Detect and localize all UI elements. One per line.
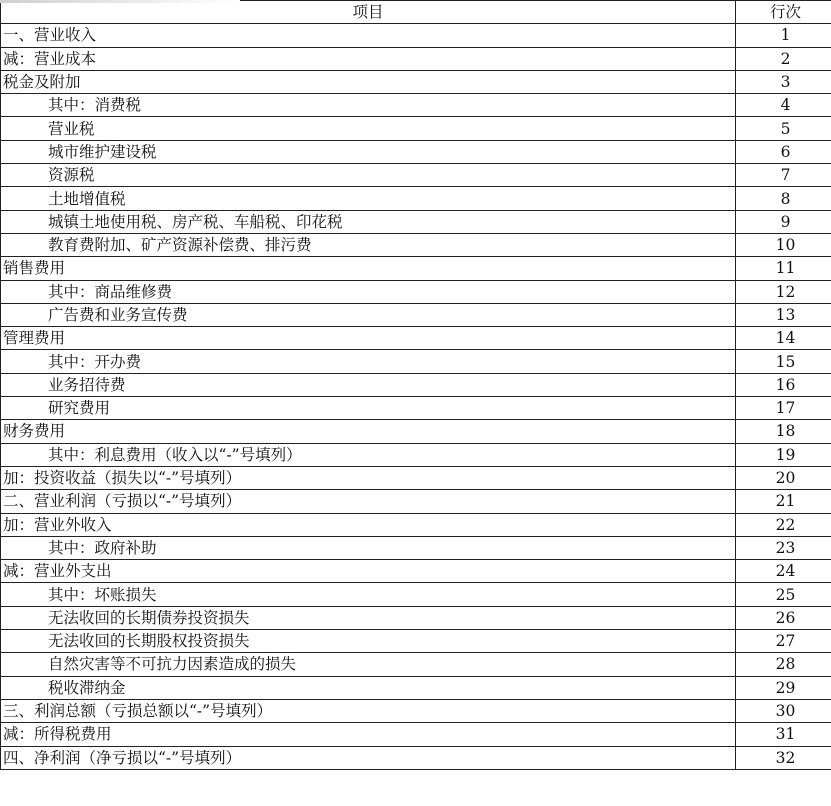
row-number: 2 (736, 47, 831, 70)
table-row (1, 443, 831, 466)
row-number: 26 (736, 606, 831, 629)
table-row (1, 140, 831, 163)
top-edge-shadow (0, 0, 240, 3)
row-number: 5 (736, 117, 831, 140)
row-item-label: 税收滞纳金 (1, 676, 736, 699)
row-number: 31 (736, 723, 831, 746)
row-number: 7 (736, 164, 831, 187)
row-item-label: 一、营业收入 (1, 24, 736, 47)
table-row (1, 397, 831, 420)
table-row (1, 303, 831, 326)
row-number: 13 (736, 303, 831, 326)
table-row (1, 280, 831, 303)
table-row (1, 699, 831, 722)
row-number: 28 (736, 653, 831, 676)
row-item-label: 城镇土地使用税、房产税、车船税、印花税 (1, 210, 736, 233)
table-header-row (1, 1, 831, 24)
row-number: 15 (736, 350, 831, 373)
table-row (1, 327, 831, 350)
table-row (1, 350, 831, 373)
table-row (1, 70, 831, 93)
row-item-label: 其中：坏账损失 (1, 583, 736, 606)
row-item-label: 其中：商品维修费 (1, 280, 736, 303)
row-item-label: 无法收回的长期债券投资损失 (1, 606, 736, 629)
table-row (1, 606, 831, 629)
table-row (1, 257, 831, 280)
row-item-label: 税金及附加 (1, 70, 736, 93)
row-number: 32 (736, 746, 831, 769)
table-row (1, 420, 831, 443)
row-item-label: 无法收回的长期股权投资损失 (1, 630, 736, 653)
table-row (1, 210, 831, 233)
row-number: 17 (736, 397, 831, 420)
row-item-label: 土地增值税 (1, 187, 736, 210)
table-row (1, 490, 831, 513)
row-item-label: 广告费和业务宣传费 (1, 303, 736, 326)
row-item-label: 其中：利息费用（收入以“-”号填列） (1, 443, 736, 466)
table-row (1, 164, 831, 187)
row-item-label: 城市维护建设税 (1, 140, 736, 163)
row-item-label: 其中：消费税 (1, 94, 736, 117)
row-number: 3 (736, 70, 831, 93)
row-number: 8 (736, 187, 831, 210)
row-item-label: 加：投资收益（损失以“-”号填列） (1, 466, 736, 489)
row-item-label: 研究费用 (1, 397, 736, 420)
row-item-label: 减：营业成本 (1, 47, 736, 70)
row-item-label: 其中：政府补助 (1, 536, 736, 559)
row-item-label: 减：营业外支出 (1, 560, 736, 583)
row-number: 22 (736, 513, 831, 536)
row-item-label: 销售费用 (1, 257, 736, 280)
row-number: 27 (736, 630, 831, 653)
row-number: 1 (736, 24, 831, 47)
row-item-label: 其中：开办费 (1, 350, 736, 373)
row-item-label: 业务招待费 (1, 373, 736, 396)
row-item-label: 自然灾害等不可抗力因素造成的损失 (1, 653, 736, 676)
row-number: 10 (736, 233, 831, 256)
table-row (1, 513, 831, 536)
table-body (1, 24, 831, 770)
row-number: 25 (736, 583, 831, 606)
table-row (1, 676, 831, 699)
row-number: 16 (736, 373, 831, 396)
row-number: 21 (736, 490, 831, 513)
row-number: 11 (736, 257, 831, 280)
row-item-label: 教育费附加、矿产资源补偿费、排污费 (1, 233, 736, 256)
row-number: 23 (736, 536, 831, 559)
table-row (1, 746, 831, 769)
row-number: 30 (736, 699, 831, 722)
table-row (1, 373, 831, 396)
row-item-label: 四、净利润（净亏损以“-”号填列） (1, 746, 736, 769)
row-number: 18 (736, 420, 831, 443)
table-row (1, 187, 831, 210)
table-row (1, 94, 831, 117)
row-number: 12 (736, 280, 831, 303)
table-row (1, 466, 831, 489)
table-row (1, 117, 831, 140)
table-row (1, 24, 831, 47)
header-item: 项目 (1, 1, 736, 24)
table-row (1, 653, 831, 676)
table-row (1, 583, 831, 606)
row-number: 9 (736, 210, 831, 233)
table-row (1, 233, 831, 256)
row-item-label: 财务费用 (1, 420, 736, 443)
row-item-label: 资源税 (1, 164, 736, 187)
row-number: 29 (736, 676, 831, 699)
table-row (1, 630, 831, 653)
table-row (1, 47, 831, 70)
row-number: 20 (736, 466, 831, 489)
row-item-label: 管理费用 (1, 327, 736, 350)
row-item-label: 加：营业外收入 (1, 513, 736, 536)
row-number: 19 (736, 443, 831, 466)
header-row-number: 行次 (736, 1, 831, 24)
row-number: 24 (736, 560, 831, 583)
row-item-label: 三、利润总额（亏损总额以“-”号填列） (1, 699, 736, 722)
row-number: 14 (736, 327, 831, 350)
table-row (1, 560, 831, 583)
table-row (1, 723, 831, 746)
row-item-label: 营业税 (1, 117, 736, 140)
table-row (1, 536, 831, 559)
row-number: 4 (736, 94, 831, 117)
row-number: 6 (736, 140, 831, 163)
row-item-label: 减：所得税费用 (1, 723, 736, 746)
row-item-label: 二、营业利润（亏损以“-”号填列） (1, 490, 736, 513)
